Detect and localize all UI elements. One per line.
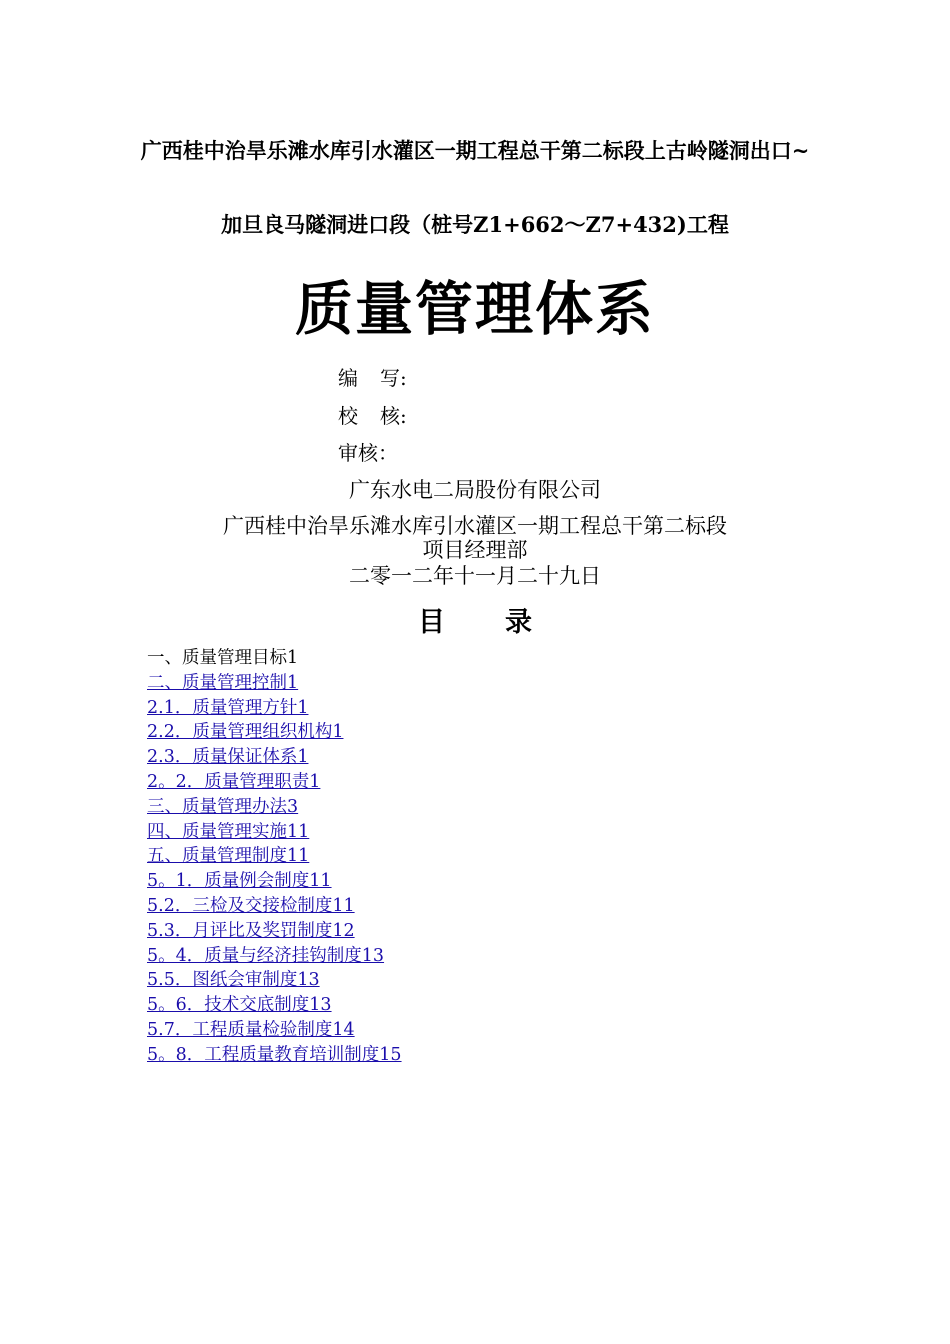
toc-item[interactable] xyxy=(147,696,402,721)
toc-item[interactable] xyxy=(147,820,402,845)
toc-item[interactable] xyxy=(147,1043,402,1068)
toc-title xyxy=(0,600,950,639)
toc-item[interactable] xyxy=(147,745,402,770)
toc-item[interactable] xyxy=(147,1018,402,1043)
toc-title-char-1: 目 xyxy=(418,607,445,638)
toc-item[interactable] xyxy=(147,993,402,1018)
document-date: 二零一二年十一月二十九日 xyxy=(349,564,601,588)
toc-item-link[interactable]: 5.7．工程质量检验制度14 xyxy=(147,1019,355,1040)
writer-row xyxy=(338,362,407,391)
toc-item[interactable] xyxy=(147,795,402,820)
toc-item-link[interactable]: 二、质量管理控制1 xyxy=(147,672,299,693)
toc-item[interactable] xyxy=(147,894,402,919)
toc-item[interactable] xyxy=(147,671,402,696)
document-main-title: 质量管理体系 xyxy=(294,275,655,343)
company-name: 广东水电二局股份有限公司 xyxy=(349,478,601,502)
toc-item-link[interactable]: 2.3．质量保证体系1 xyxy=(147,747,309,768)
toc-item-link[interactable]: 2。2．质量管理职责1 xyxy=(147,771,321,792)
writer-label-2: 写: xyxy=(380,366,407,390)
toc-item-link[interactable]: 五、质量管理制度11 xyxy=(147,846,310,867)
project-title-line-2: 加旦良马隧洞进口段（桩号Z1+662～Z7+432)工程 xyxy=(221,212,729,237)
toc-item-link: 一、质量管理目标1 xyxy=(147,648,299,668)
toc-item xyxy=(147,646,402,671)
toc-title-char-2: 录 xyxy=(505,607,532,638)
toc-item-link[interactable]: 2.1．质量管理方针1 xyxy=(147,697,309,718)
department-name: 项目经理部 xyxy=(422,538,528,562)
toc-item[interactable] xyxy=(147,844,402,869)
toc-item-link[interactable]: 5。4．质量与经济挂钩制度13 xyxy=(147,945,385,966)
toc-item[interactable] xyxy=(147,869,402,894)
toc-item-link[interactable]: 2.2．质量管理组织机构1 xyxy=(147,722,344,743)
toc-item[interactable] xyxy=(147,968,402,993)
project-name: 广西桂中治旱乐滩水库引水灌区一期工程总干第二标段 xyxy=(223,514,727,538)
checker-row xyxy=(338,400,407,429)
toc-item[interactable] xyxy=(147,944,402,969)
reviewer-label: 审核： xyxy=(338,441,398,465)
toc-item-link[interactable]: 5。1．质量例会制度11 xyxy=(147,871,332,892)
toc-item-link[interactable]: 四、质量管理实施11 xyxy=(147,821,310,842)
toc-item-link[interactable]: 三、质量管理办法3 xyxy=(147,796,299,817)
toc-item-link[interactable]: 5。6．技术交底制度13 xyxy=(147,995,332,1016)
project-title-line-1: 广西桂中治旱乐滩水库引水灌区一期工程总干第二标段上古岭隧洞出口~ xyxy=(140,138,810,163)
toc-item-link[interactable]: 5。8．工程质量教育培训制度15 xyxy=(147,1044,402,1065)
toc-item[interactable] xyxy=(147,919,402,944)
toc-item-link[interactable]: 5.3．月评比及奖罚制度12 xyxy=(147,920,355,941)
toc-item[interactable] xyxy=(147,720,402,745)
table-of-contents xyxy=(147,646,402,1068)
toc-item[interactable] xyxy=(147,770,402,795)
toc-item-link[interactable]: 5.2．三检及交接检制度11 xyxy=(147,895,355,916)
checker-label-2: 核: xyxy=(380,404,407,428)
toc-item-link[interactable]: 5.5．图纸会审制度13 xyxy=(147,970,320,991)
checker-label: 校 xyxy=(338,404,358,428)
reviewer-row xyxy=(338,437,398,466)
writer-label: 编 xyxy=(338,366,358,390)
